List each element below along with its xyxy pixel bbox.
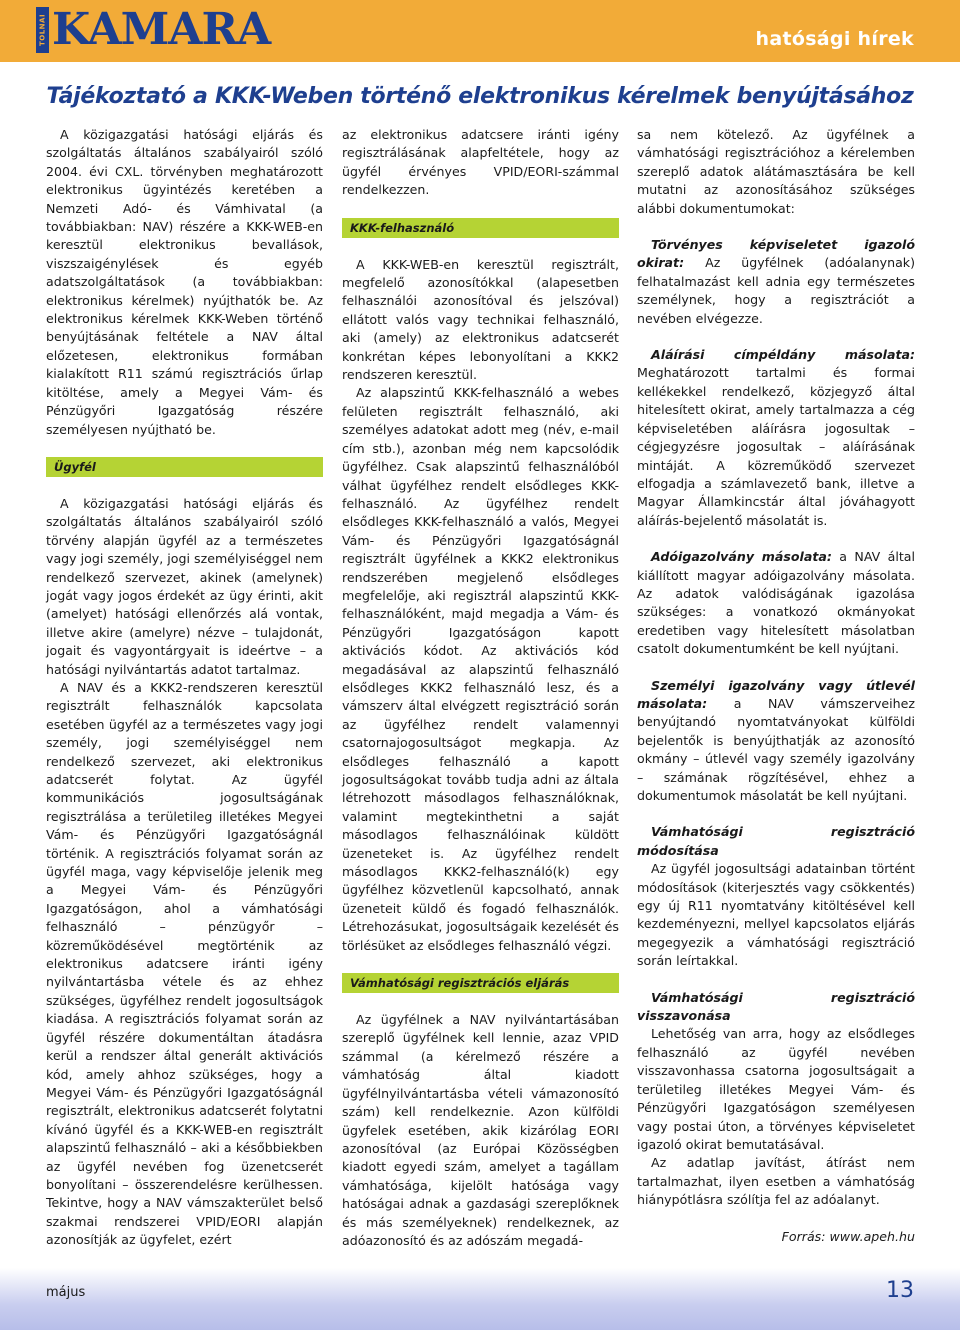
source-credit: Forrás: www.apeh.hu xyxy=(781,1228,915,1244)
section-label: hatósági hírek xyxy=(755,28,914,50)
header-bar xyxy=(0,0,960,62)
document-item-text: a NAV által kiállított magyar adóigazolvány másolata. Az adatok valódiságának igazolása szükséges: a vonatkozó okmányokat eredetiben vagy hitelesített másolatban csatolt dokumentumként be kell nyújtani. xyxy=(637,549,915,657)
document-item-text: Az ügyfélnek (adóalanynak) felhatalmazást kell adnia egy természetes személynek, hogy a regisztrációt a nevében elvégezze. xyxy=(637,255,915,326)
paragraph: Az alapszintű KKK-felhasználó a webes felületen regisztrált felhasználó, aki személyes adatokat adott meg (név, e-mail cím stb.), azonban még nem kapcsolódik ügyfélhez. Csak alapszintű felhasználóból válhat ügyfélhez rendelt elsődleges KKK-felhasználó. Az ügyfélhez rendelt elsődleges KKK-felhasználó a valós, Megyei Vám- és Pénzügyőri Igazgatóságnál regisztrált ügyfélnek a KKK2 elektronikus rendszerében megjelenő elsődleges megfelelője, aki regisztrál alapszintű KKK-felhasználóként, majd megadja a Vám- és Pénzügyőri Igazgatóságon kapott aktivációs kódot. Az aktivációs kód megadásával az alapszintű felhasználó elsődleges KKK2 felhasználó lesz, és a vámszerv által elvégzett regisztráció során az ügyfélhez rendelt valamennyi csatornajogosultságot megkapja. Az elsődleges felhasználó a kapott jogosultságokat tovább tudja adni az általa létrehozott másodlagos felhasználóknak, valamint megtekinthetni a saját másodlagos felhasználóinak küldött üzeneteket is. Az ügyfélhez rendelt másodlagos KKK2-felhasználó(k) egy ügyfélhez közvetlenül kapcsolható, annak üzeneteit küldő és fogadó felhasználók. Létrehozásukat, jogosultságaik kezelését és törlésüket az elsődleges felhasználó végzi. xyxy=(342,385,619,953)
document-item xyxy=(637,236,915,328)
paragraph: az elektronikus adatcsere iránti igény regisztrálásának alapfeltétele, hogy az ügyfél érvényes VPID/EORI-számmal rendelkezzen. xyxy=(342,127,619,198)
document-item-text: Meghatározott tartalmi és formai kellékekkel rendelkező, közjegyző által hitelesített okirat, amely tartalmazza a cég képviseletében aláírásra jogosultak – cégjegyzésre jogosultak – aláírásának mintáját. A közreműködő szervezet elfogadja a számlavezető bank, illetve a Magyar Államkincstár által jóváhagyott aláírás-bejelentő másolatát is. xyxy=(637,365,915,528)
section-heading-ugyfel: Ügyfél xyxy=(46,457,323,477)
article-title: Tájékoztató a KKK-Weben történő elektronikus kérelmek benyújtásához xyxy=(46,84,914,109)
document-item xyxy=(637,548,915,658)
page-number: 13 xyxy=(886,1278,914,1303)
section-heading-regisztracio: Vámhatósági regisztrációs eljárás xyxy=(342,973,619,993)
column-1 xyxy=(46,126,323,1250)
paragraph: A NAV és a KKK2-rendszeren keresztül regisztrált felhasználók kapcsolata esetében ügyfél az a természetes vagy jogi személy, jogi személyiséggel nem rendelkező szervezet, aki elektronikus adatcserét folytat. Az ügyfél kommunikációs jogosultságának regisztrálása a területileg illetékes Megyei Vám- és Pénzügyőri Igazgatóságnál történik. A regisztrációs folyamat során az ügyfél maga, vagy képviselője jelenik meg a Megyei Vám- és Pénzügyőri Igazgatóságon, ahol a vámhatósági felhasználó – pénzügyőr – közreműködésével megtörténik az elektronikus adatcsere iránti igény nyilvántartásba vétele és az ehhez szükséges, ügyfélhez rendelt jogosultságok kiadása. A regisztrációs folyamat során az ügyfél részére dokumentáltan átadásra kerül a rendszer által generált aktivációs kód, amely ahhoz szükséges, hogy a Megyei Vám- és Pénzügyőri Igazgatóságnál regisztrált, elektronikus adatcserét folytatni kívánó ügyfél és a KKK-WEB-en regisztrált alapszintű felhasználó – aki a későbbiekben az ügyfél nevében fog üzenetcserét bonyolítani – összerendelésre kerülhessen. Tekintve, hogy a NAV vámszakterület belső szakmai rendszerei VPID/EORI alapján azonosítják az ügyfelet, ezért xyxy=(46,679,323,1248)
document-item xyxy=(637,346,915,530)
footer-bar xyxy=(0,1268,960,1330)
section-heading-kkk-felhasznalo: KKK-felhasználó xyxy=(342,218,619,238)
paragraph: A közigazgatási hatósági eljárás és szolgáltatás általános szabályairól szóló 2004. évi CXL. törvényben meghatározott elektronikus ügyintézés keretében a Nemzeti Adó- és Vámhivatal (a továbbiakban: NAV) részére a KKK-WEB-en keresztül elektronikus bevallások, viszszaigénylések és egyéb adatszolgáltatások (a továbbiakban: elektronikus kérelmek) nyújthatók be. Az elektronikus kérelmek KKK-Weben történő benyújtásának feltétele a NAV által előzetesen, elektronikus formában kialakított R11 számú regisztrációs űrlap kitöltése, amely a Megyei Vám- és Pénzügyőri Igazgatóság részére személyesen nyújtható be. xyxy=(46,127,323,437)
subheading-modositas: Vámhatósági regisztráció módosítása xyxy=(637,824,915,858)
paragraph: Az adatlap javítást, átírást nem tartalmazhat, ilyen esetben a vámhatóság hiánypótlásra szólítja fel az adóalanyt. xyxy=(637,1155,915,1208)
subheading-visszavonas: Vámhatósági regisztráció visszavonása xyxy=(637,989,915,1024)
column-2 xyxy=(342,126,619,1250)
document-item-title: Személyi igazolvány vagy útlevél másolata: xyxy=(637,677,915,711)
paragraph: A közigazgatási hatósági eljárás és szolgáltatás általános szabályairól szóló törvény alapján ügyfél az a természetes vagy jogi személy, jogi személyiséggel nem rendelkező szervezet, akinek (amelynek) jogát vagy jogos érdekét az ügy érinti, akit (amelyet) hatósági ellenőrzés alá vontak, illetve akire (amelyre) nézve – tulajdonát, jogait és vagyontárgyait is ideértve – a hatósági nyilvántartás adatot tartalmaz. xyxy=(46,495,323,677)
document-item-title: Törvényes képviseletet igazoló okirat: xyxy=(637,237,915,271)
paragraph: A KKK-WEB-en keresztül regisztrált, megfelelő azonosítókkal (alapesetben felhasználói azonosítóval és jelszóval) ellátott valós vagy technikai felhasználó, aki (amely) az elektronikus adatcserét konkrétan képes lebonyolítani a KKK2 rendszeren keresztül. xyxy=(342,256,619,383)
logo-wordmark: KAMARA xyxy=(52,4,271,55)
kamara-logo xyxy=(36,6,270,54)
paragraph: Az ügyfél jogosultsági adatainban történt módosítások (kiterjesztés vagy csökkentés) egy új R11 nyomtatvány kitöltésével kell kezdeményezni, mellyel kapcsolatos eljárás megegyezik a vámhatósági regisztráció során leírtakkal. xyxy=(637,861,915,969)
footer-month: május xyxy=(46,1285,86,1300)
column-3 xyxy=(637,126,915,1246)
document-item xyxy=(637,677,915,806)
paragraph: Az ügyfélnek a NAV nyilvántartásában szereplő ügyfélnek kell lennie, azaz VPID számmal (a kérelmező részére a vámhatóság által kiadott ügyfélnyilvántartásba vételi vámazonosító szám) kell rendelkeznie. Azon külföldi ügyfelek esetében, akik kizárólag EORI azonosítóval (az Európai Közösségben kiadott egyedi szám, amelyet a tagállam vámhatósága, kijelölt hatósága vagy hatóságai adnak a gazdasági szereplőknek és más személyeknek) rendelkeznek, az adóazonosító és az adószám megadá- xyxy=(342,1012,619,1248)
logo-side-label: TOLNAI xyxy=(36,7,49,53)
paragraph: Lehetőség van arra, hogy az elsődleges felhasználó az ügyfél nevében visszavonhassa csatorna jogosultságait a területileg illetékes Megyei Vám- és Pénzügyőri Igazgatóságon személyesen vagy postai úton, a törvényes képviseletet igazoló okirat bemutatásával. xyxy=(637,1026,915,1152)
document-item-title: Adóigazolvány másolata: xyxy=(651,549,832,565)
document-item-title: Aláírási címpéldány másolata: xyxy=(651,347,915,363)
document-item-text: a NAV vámszerveihez benyújtandó nyomtatványokat külföldi bejelentők is benyújthatják az azonosító okmány – útlevél vagy személy igazolvány – számának rögzítésével, ehhez a dokumentumok másolatát be kell nyújtani. xyxy=(637,695,915,803)
paragraph: sa nem kötelező. Az ügyfélnek a vámhatósági regisztrációhoz a kérelemben szereplő adatok alátámasztására be kell mutatni az azonosításához szükséges alábbi dokumentumokat: xyxy=(637,127,915,216)
